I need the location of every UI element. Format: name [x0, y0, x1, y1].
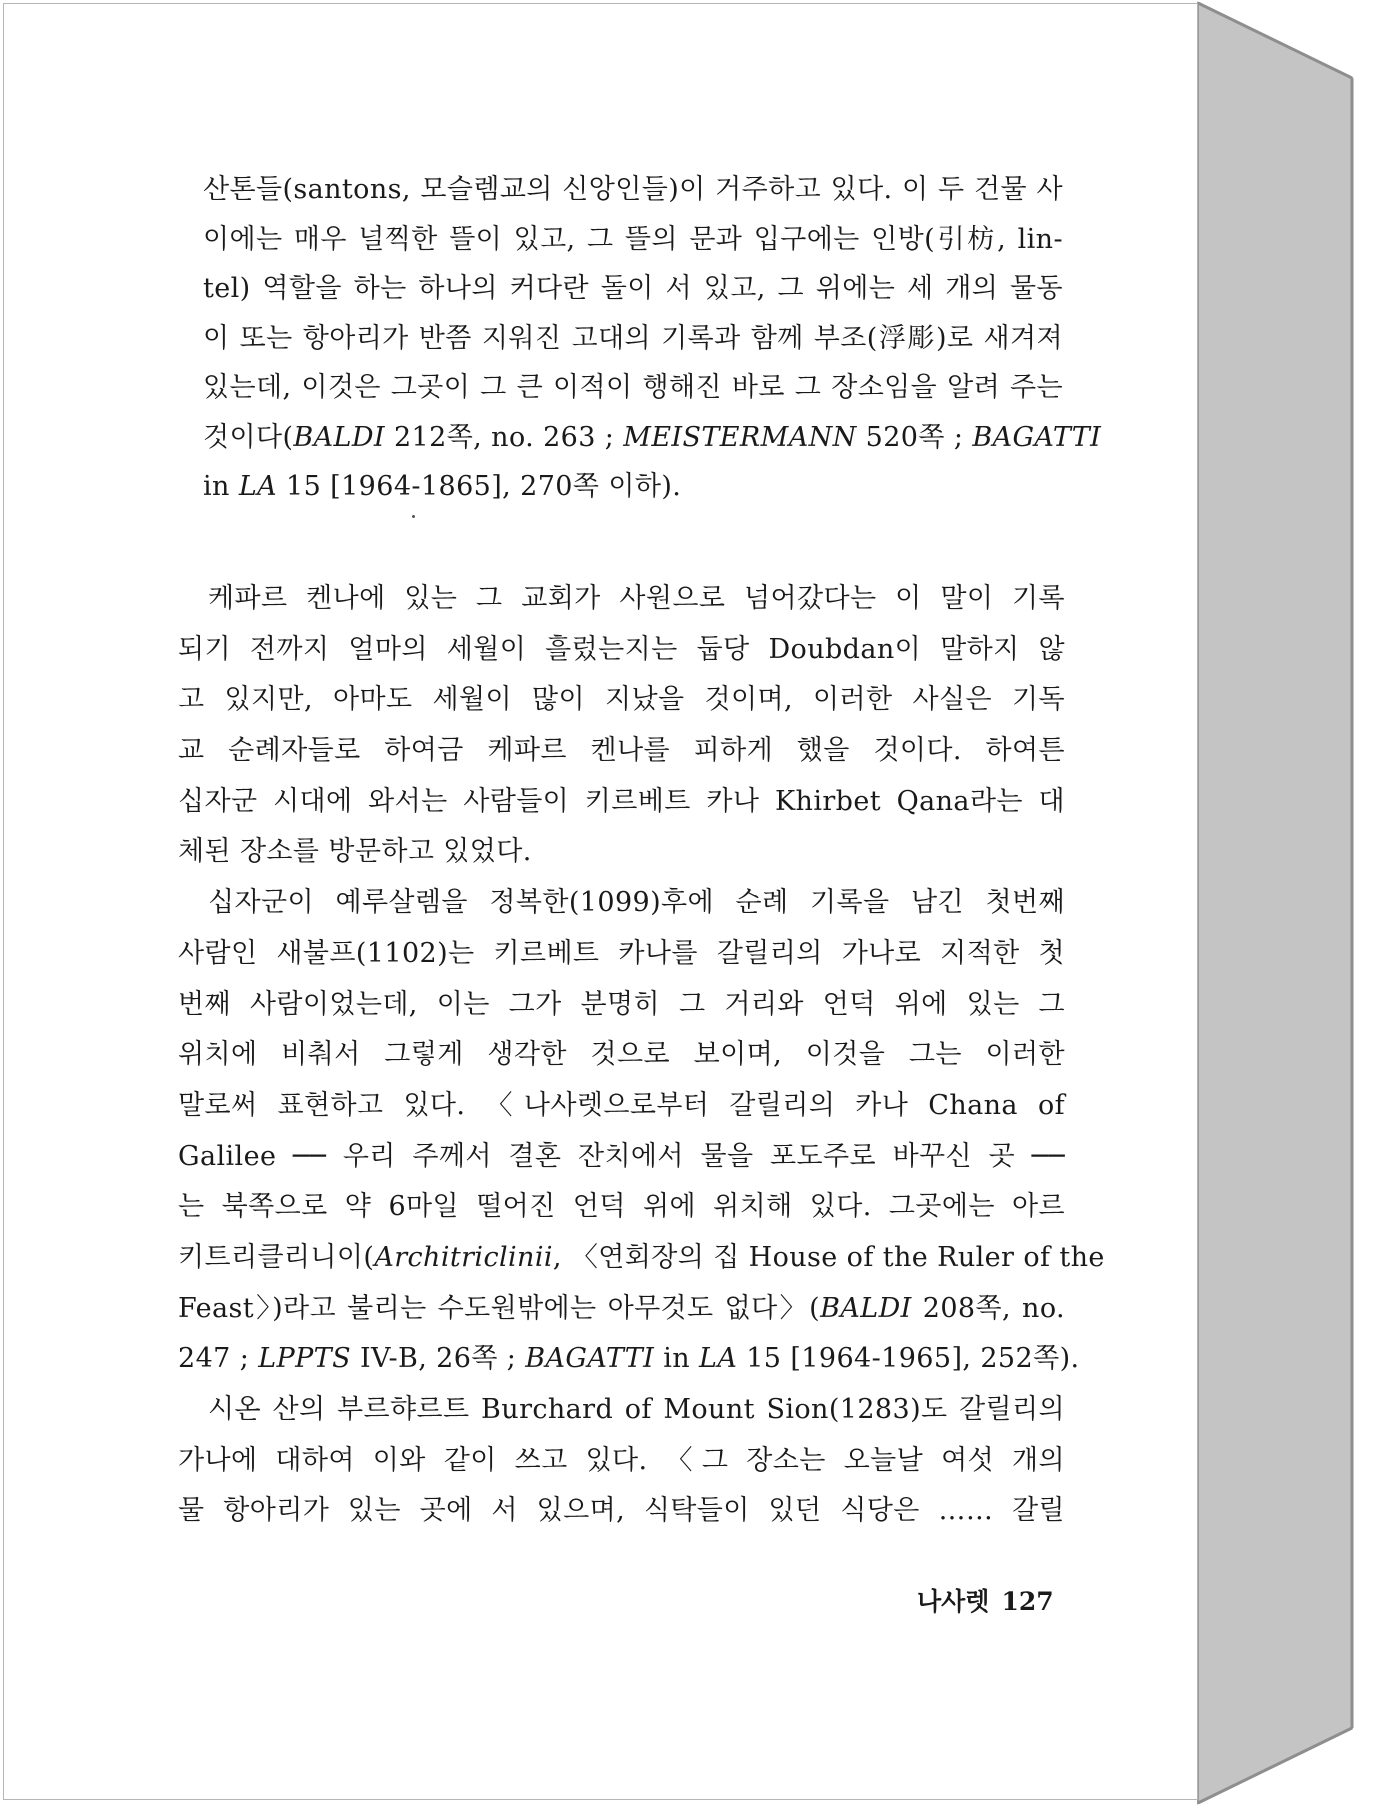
page-number: 127	[1001, 1587, 1054, 1616]
quote-reference-line: in LA 15 [1964-1865], 270쪽 이하).	[203, 471, 682, 502]
quote-line: 이에는 매우 널찍한 뜰이 있고, 그 뜰의 문과 입구에는 인방(引枋, lin-	[203, 223, 1063, 255]
quote-line: 있는데, 이것은 그곳이 그 큰 이적이 행해진 바로 그 장소임을 알려 주는	[203, 372, 1063, 403]
paragraph-line: 십자군이 예루살렘을 정복한(1099)후에 순례 기록을 남긴 첫번째	[208, 887, 1065, 919]
paragraph-line: 번째 사람이었는데, 이는 그가 분명히 그 거리와 언덕 위에 있는 그	[178, 988, 1065, 1020]
paragraph-line: 십자군 시대에 와서는 사람들이 키르베트 카나 Khirbet Qana라는 대	[178, 785, 1065, 817]
paragraph-line: 위치에 비춰서 그렇게 생각한 것으로 보이며, 이것을 그는 이러한	[178, 1039, 1065, 1071]
paragraph-line: 키트리클리니이(Architriclinii, 〈연회장의 집 House of the Ruler of the	[178, 1241, 1105, 1273]
scan-speck	[412, 515, 415, 518]
body-text	[178, 574, 1105, 1537]
paragraph-line: 고 있지만, 아마도 세월이 많이 지났을 것이며, 이러한 사실은 기독	[178, 684, 1065, 716]
quote-line: 산톤들(santons, 모슬렘교의 신앙인들)이 거주하고 있다. 이 두 건물 사	[203, 174, 1063, 205]
paragraph-line: 시온 산의 부르햐르트 Burchard of Mount Sion(1283)도 갈릴리의	[208, 1394, 1065, 1425]
paragraph-line: 사람인 새불프(1102)는 키르베트 카나를 갈릴리의 가나로 지적한 첫	[178, 937, 1065, 969]
paragraph-line: 물 항아리가 있는 곳에 서 있으며, 식탁들이 있던 식당은 …… 갈릴	[178, 1495, 1065, 1527]
paragraph-line: 체된 장소를 방문하고 있었다.	[178, 836, 532, 868]
paragraph-line: 는 북쪽으로 약 6마일 떨어진 언덕 위에 위치해 있다. 그곳에는 아르	[178, 1191, 1065, 1223]
quote-line: tel) 역할을 하는 하나의 커다란 돌이 서 있고, 그 위에는 세 개의 물동	[203, 273, 1063, 304]
paragraph-line: 케파르 켄나에 있는 그 교회가 사원으로 넘어갔다는 이 말이 기록	[208, 583, 1065, 614]
paragraph-line: 247 ; LPPTS IV-B, 26쪽 ; BAGATTI in LA 15 [1964-1965], 252쪽).	[178, 1343, 1080, 1375]
page-footer	[917, 1582, 1054, 1618]
paragraph-line: 말로써 표현하고 있다. 〈나사렛으로부터 갈릴리의 카나 Chana of	[178, 1089, 1065, 1121]
paragraph-line: 교 순례자들로 하여금 케파르 켄나를 피하게 했을 것이다. 하여튼	[178, 735, 1065, 767]
running-head: 나사렛	[917, 1587, 990, 1616]
paragraph-line: Feast〉)라고 불리는 수도원밖에는 아무것도 없다〉(BALDI 208쪽, no.	[178, 1292, 1065, 1324]
quotation-block	[203, 165, 1102, 512]
quote-reference-line: 것이다(BALDI 212쪽, no. 263 ; MEISTERMANN 520쪽 ; BAGATTI	[203, 421, 1102, 453]
paragraph-line: Galilee ── 우리 주께서 결혼 잔치에서 물을 포도주로 바꾸신 곳 ──	[178, 1140, 1065, 1172]
paragraph-line: 가나에 대하여 이와 같이 쓰고 있다. 〈그 장소는 오늘날 여섯 개의	[178, 1444, 1065, 1476]
quote-line: 이 또는 항아리가 반쯤 지워진 고대의 기록과 함께 부조(浮彫)로 새겨져	[203, 322, 1063, 354]
paragraph-line: 되기 전까지 얼마의 세월이 흘렀는지는 둡당 Doubdan이 말하지 않	[178, 633, 1065, 665]
